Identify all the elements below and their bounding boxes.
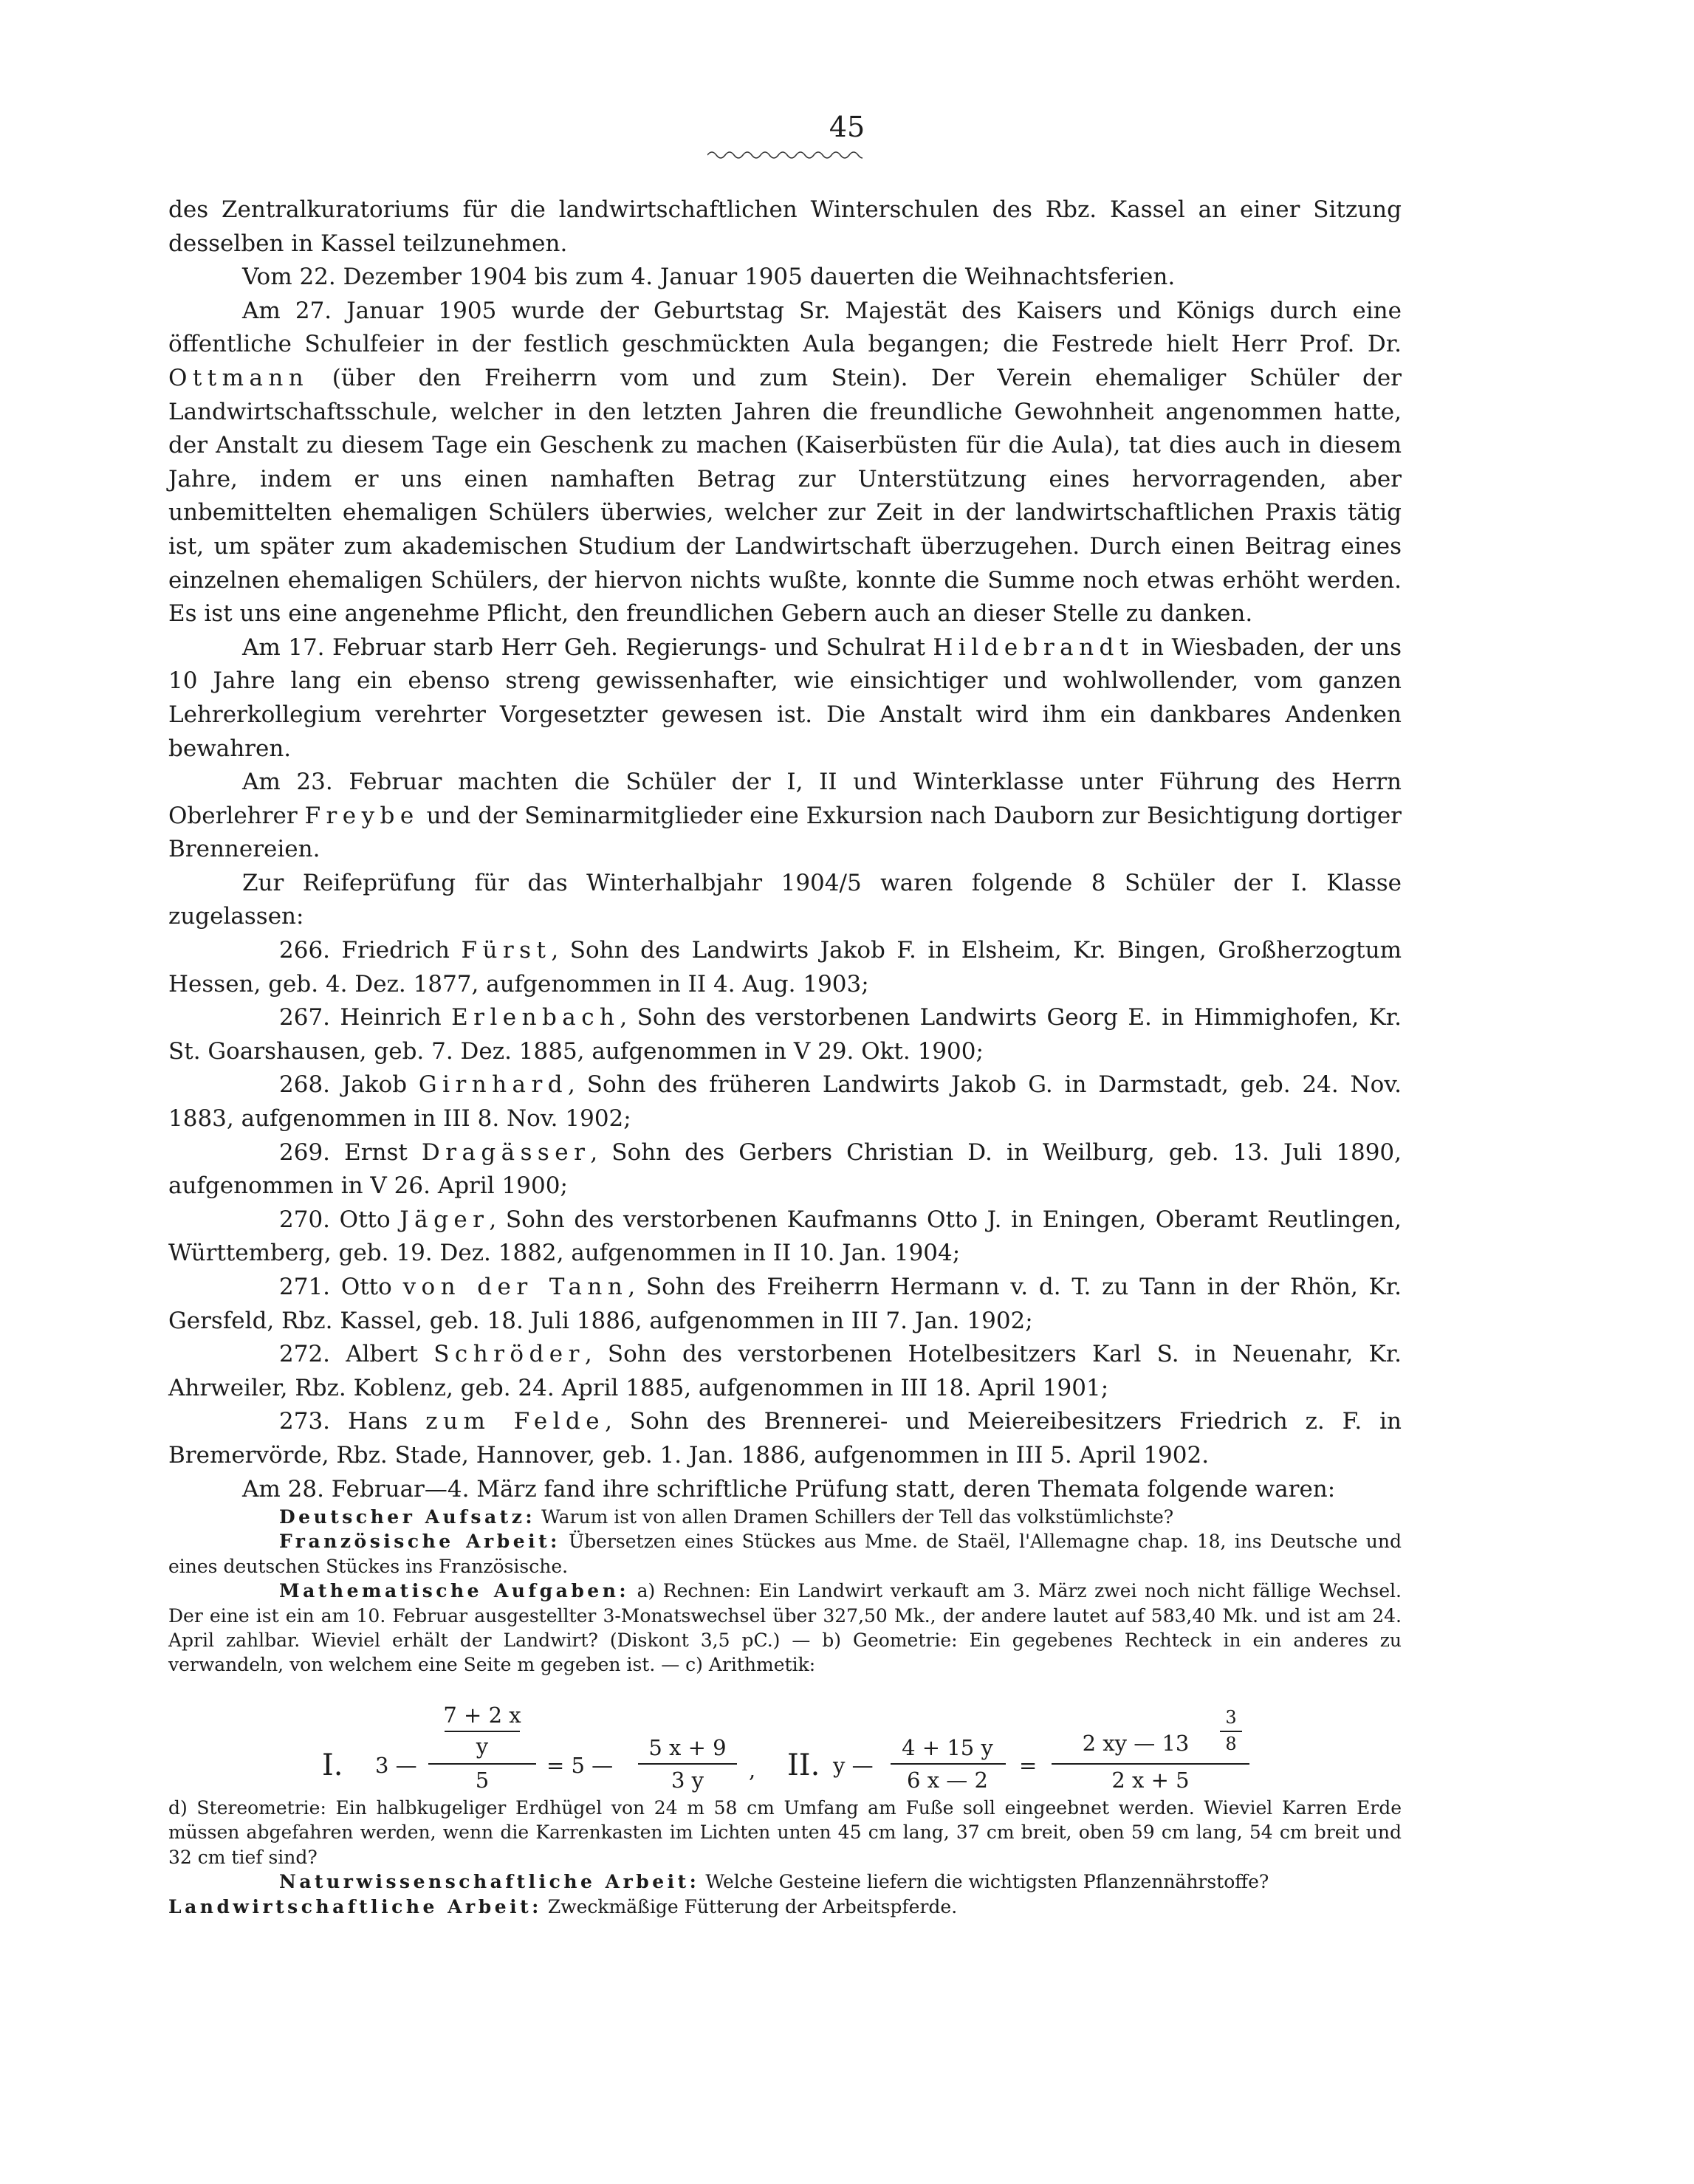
paragraph-excursion-text-b: und der Seminarmitglieder eine Exkursion nach Dauborn zur Besichtigung dortiger Brennereien. [168,802,1402,863]
student-details: , Sohn des verstorbenen Hotelbesitzers Karl S. in Neuenahr, Kr. Ahrweiler, Rbz. Koblenz, geb. 24. April 1885, aufgenommen in III 18. April 1901; [168,1341,1402,1401]
student-number: 273. [279,1408,331,1435]
paragraph-christmas: Vom 22. Dezember 1904 bis zum 4. Januar 1905 dauerten die Weihnachtsferien. [242,264,1176,291]
student-first-name: Jakob [341,1071,408,1099]
student-entry [168,1068,1402,1136]
student-number: 266. [279,937,331,964]
equation-2-mixed-numerator: 3 [1225,1707,1237,1728]
student-last-name: Erlenbach [451,1004,620,1031]
equation-1-rhs-denominator: 3 y [671,1768,704,1793]
equation-2-lhs: y — [833,1753,874,1778]
paragraph-excursion-text-a: Am 23. Februar machten die Schüler der I, II und Winterklasse unter Führung des Herrn Oberlehrer [168,769,1402,829]
equation-2-fraction-1-numerator: 4 + 15 y [902,1735,993,1760]
equation-2-fraction-2-bar [1052,1763,1249,1765]
student-number: 270. [279,1206,331,1233]
exam-math-text: a) Rechnen: Ein Landwirt verkauft am 3. März zwei noch nicht fällige Wechsel. Der eine ist ein am 10. Februar ausgestellter 3-Monatswechsel über 327,50 Mk., der andere lautet auf 583,40 Mk. und ist am 24. April zahlbar. Wieviel erhält der Landwirt? (Diskont 3,5 pC.) — b) Geometrie: Ein gegebenes Rechteck in ein anderes zu verwandeln, von welchem eine Seite m gegeben ist. — c) Arithmetik: [168,1580,1402,1676]
student-first-name: Albert [346,1341,419,1368]
exam-german-text: Warum ist von allen Dramen Schillers der Tell das volkstümlichste? [535,1506,1174,1528]
student-last-name: Jäger [400,1206,490,1233]
student-number: 267. [279,1004,331,1031]
student-entry [168,1338,1402,1405]
student-first-name: Ernst [344,1139,408,1166]
page-number-ornament [707,148,863,162]
equation-2-mixed-fraction-bar [1220,1731,1242,1732]
exam-science [168,1869,1402,1894]
equation-1-outer-denominator: 5 [475,1768,490,1793]
equation-2-fraction-2-denominator: 2 x + 5 [1111,1768,1190,1793]
paragraph-obituary-text-a: Am 17. Februar starb Herr Geh. Regierungs- und Schulrat [242,633,933,661]
exam-math-label: Mathematische Aufgaben: [279,1580,630,1602]
student-entry [168,1405,1402,1472]
equation-1-inner-numerator: 7 + 2 x [443,1703,521,1728]
paragraph-excursion [168,766,1402,867]
equation-1-inner-fraction-bar [445,1731,520,1732]
student-last-name: Fürst [461,937,552,964]
exam-agriculture-text: Zweckmäßige Fütterung der Arbeitspferde. [541,1895,958,1917]
arithmetic-equations [168,1703,1402,1794]
student-details: , Sohn des Freiherrn Hermann v. d. T. zu Tann in der Rhön, Kr. Gersfeld, Rbz. Kassel, geb. 18. Juli 1886, aufgenommen in III 7. Jan. 1902; [168,1274,1402,1334]
student-last-name: zum Felde [425,1408,606,1435]
student-details: , Sohn des früheren Landwirts Jakob G. in Darmstadt, geb. 24. Nov. 1883, aufgenommen in III 8. Nov. 1902; [168,1071,1402,1133]
name-freybe: Freybe [304,802,419,829]
student-entry [168,1136,1402,1203]
exam-french-text: Übersetzen eines Stückes aus Mme. de Staël, l'Allemagne chap. 18, ins Deutsche und eines deutschen Stückes ins Französische. [168,1531,1402,1577]
student-number: 268. [279,1071,331,1099]
exam-science-label: Naturwissenschaftliche Arbeit: [279,1871,700,1893]
equation-2-fraction-1-denominator: 6 x — 2 [907,1768,988,1793]
name-ottmann: Ottmann [168,364,309,391]
student-number: 271. [279,1274,331,1300]
student-entry [168,934,1402,1001]
paragraph-birthday-text-b: (über den Freiherrn vom und zum Stein). Der Verein ehemaliger Schüler der Landwirtschaftsschule, welcher in den letzten Jahren die freundliche Gewohnheit angenommen hatte, der Anstalt zu diesem Tage ein Geschenk zu machen (Kaiserbüsten für die Aula), tat dies auch in diesem Jahre, indem er uns einen namhaften Betrag zur Unterstützung eines hervorragenden, aber unbemittelten ehemaligen Schülers überwies, welcher zur Zeit in der landwirtschaftlichen Praxis tätig ist, um später zum akademischen Studium der Landwirtschaft überzugehen. Durch einen Beitrag eines einzelnen ehemaligen Schülers, der hiervon nichts wußte, konnte die Summe noch etwas erhöht werden. Es ist uns eine angenehme Pflicht, den freundlichen Gebern auch an dieser Stelle zu danken. [168,364,1402,628]
equation-2-mixed-denominator: 8 [1225,1734,1237,1754]
equation-2-fraction-1-bar [891,1763,1006,1765]
equation-1-lhs: 3 — [375,1753,417,1778]
equation-1-rhs-fraction-bar [638,1763,737,1765]
student-number: 272. [279,1341,331,1368]
equation-1-rhs-numerator: 5 x + 9 [648,1735,727,1760]
student-entry [168,1271,1402,1338]
paragraph-obituary [168,631,1402,766]
student-details: , Sohn des verstorbenen Kaufmanns Otto J. in Eningen, Oberamt Reutlingen, Württemberg, geb. 19. Dez. 1882, aufgenommen in II 10. Jan. 1904; [168,1206,1402,1267]
equation-1-label: I. [322,1748,343,1782]
student-number: 269. [279,1139,331,1166]
student-first-name: Hans [347,1408,408,1435]
exam-science-text: Welche Gesteine liefern die wichtigsten Pflanzennährstoffe? [699,1871,1269,1893]
paragraph-obituary-text-b: in Wiesbaden, der uns 10 Jahre lang ein ebenso streng gewissenhafter, wie einsichtiger und wohlwollender, vom ganzen Lehrerkollegium verehrter Vorgesetzter gewesen ist. Die Anstalt wird ihm ein dankbares Andenken bewahren. [168,633,1402,762]
student-first-name: Friedrich [341,937,450,964]
exam-german-label: Deutscher Aufsatz: [279,1506,536,1528]
student-entry [168,1203,1402,1271]
exam-french-label: Französische Arbeit: [279,1531,560,1553]
main-text [168,193,1402,1506]
student-last-name: von der Tann [402,1274,628,1300]
exam-agriculture-label: Landwirtschaftliche Arbeit: [168,1895,542,1917]
student-details: , Sohn des Gerbers Christian D. in Weilburg, geb. 13. Juli 1890, aufgenommen in V 26. April 1900; [168,1139,1402,1200]
student-first-name: Otto [340,1274,392,1300]
student-last-name: Schröder [433,1341,585,1368]
equation-1-middle: = 5 — [546,1753,614,1778]
equation-2-label: II. [787,1748,820,1782]
exam-french [168,1529,1402,1579]
equation-separator: , [749,1757,756,1782]
name-hildebrandt: Hildebrandt [933,633,1134,661]
student-last-name: Girnhard [418,1071,569,1099]
equation-1-outer-fraction-bar [428,1763,536,1765]
equation-2-equals: = [1019,1753,1038,1778]
paragraph-admission: Zur Reifeprüfung für das Winterhalbjahr 1904/5 waren folgende 8 Schüler der I. Klasse zugelassen: [168,869,1402,930]
equation-2-fraction-2-numerator: 2 xy — 13 [1082,1731,1190,1756]
student-first-name: Heinrich [340,1004,442,1031]
exam-math [168,1579,1402,1678]
student-details: , Sohn des Brennerei- und Meiereibesitzers Friedrich z. F. in Bremervörde, Rbz. Stade, Hannover, geb. 1. Jan. 1886, aufgenommen in III 5. April 1902. [168,1408,1402,1469]
student-first-name: Otto [339,1206,391,1233]
paragraph-birthday [168,295,1402,631]
exam-agriculture [168,1895,1402,1919]
page-number: 45 [829,111,865,143]
equation-1-inner-denominator: y [476,1734,489,1759]
student-last-name: Dragässer [421,1139,591,1166]
paragraph-exam-intro: Am 28. Februar—4. März fand ihre schriftliche Prüfung statt, deren Themata folgende waren: [242,1475,1336,1503]
student-details: , Sohn des verstorbenen Landwirts Georg E. in Himmighofen, Kr. St. Goarshausen, geb. 7. Dez. 1885, aufgenommen in V 29. Okt. 1900; [168,1004,1402,1065]
exam-stereometry: d) Stereometrie: Ein halbkugeliger Erdhügel von 24 m 58 cm Umfang am Fuße soll eingeebnet werden. Wieviel Karren Erde müssen abgefahren werden, wenn die Karrenkasten im Lichten unten 45 cm lang, 37 cm breit, oben 59 cm lang, 54 cm breit und 32 cm tief sind? [168,1797,1402,1868]
student-entry [168,1001,1402,1068]
paragraph-birthday-text-a: Am 27. Januar 1905 wurde der Geburtstag Sr. Majestät des Kaisers und Königs durch eine öffentliche Schulfeier in der festlich geschmückten Aula begangen; die Festrede hielt Herr Prof. Dr. [168,297,1402,358]
exam-german [168,1505,1402,1529]
exam-topics-continued [168,1796,1402,1919]
student-details: , Sohn des Landwirts Jakob F. in Elsheim, Kr. Bingen, Großherzogtum Hessen, geb. 4. Dez. 1877, aufgenommen in II 4. Aug. 1903; [168,937,1402,997]
exam-topics [168,1505,1402,1678]
paragraph-continuation: des Zentralkuratoriums für die landwirtschaftlichen Winterschulen des Rbz. Kassel an einer Sitzung desselben in Kassel teilzunehmen. [168,196,1402,257]
